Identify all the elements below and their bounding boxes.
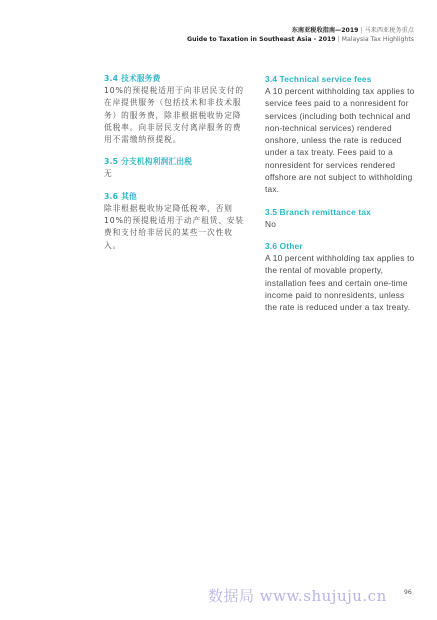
- zh-section-3-4-body: 10%的预提税适用于向非居民支付的在岸提供服务（包括技术和非技术服务）的服务费，除非根据税收协定降低税率。向非居民支付离岸服务的费用不需缴纳预提税。: [104, 86, 245, 145]
- en-section-3-6-heading: 3.6 Other: [265, 240, 303, 251]
- header-zh-title: 东南亚税收指南—2019: [291, 27, 359, 34]
- english-column: [265, 73, 415, 313]
- header-en-title: Guide to Taxation in Southeast Asia - 2019: [187, 36, 336, 43]
- watermark: 数据局 www.shujuju.cn: [208, 587, 387, 605]
- zh-section-3-5-body: 无: [104, 169, 113, 179]
- header-en-subtitle: Malaysia Tax Highlights: [341, 36, 414, 43]
- en-section-3-6-body: A 10 percent withholding tax applies to the rental of movable property, installation fees and certain one-time income paid to nonresidents, unless the rate is reduced under a tax treaty.: [265, 252, 415, 313]
- zh-section-3-4-heading: 3.4 技术服务费: [104, 74, 161, 83]
- header-zh-subtitle: 马来西亚税务重点: [364, 27, 414, 34]
- header-separator: |: [360, 27, 363, 34]
- header-en-line: [187, 35, 414, 44]
- en-section-3-5-body: No: [265, 218, 277, 229]
- en-section-3-5-heading: 3.5 Branch remittance tax: [265, 206, 371, 217]
- page-header: [187, 26, 414, 44]
- header-zh-line: [187, 26, 414, 35]
- zh-section-3-6-body: 除非根据税收协定降低税率，否则10%的预提税适用于动产租赁、安装费和支付给非居民的某些一次性收入。: [104, 203, 245, 250]
- zh-section-3-6-heading: 3.6 其他: [104, 191, 137, 201]
- page-number: 96: [404, 589, 412, 596]
- chinese-column: [104, 73, 249, 252]
- zh-section-3-5-heading: 3.5 分支机构利润汇出税: [104, 157, 193, 167]
- en-section-3-4-heading: 3.4 Technical service fees: [265, 74, 372, 84]
- header-separator: |: [337, 36, 340, 43]
- en-section-3-4-body: A 10 percent withholding tax applies to service fees paid to a nonresident for services (including both technical and non-technical services) rendered onshore, unless the rate is reduced under a tax treaty. Fees paid to a nonresident for services rendered offshore are not subject to withholding tax.: [265, 86, 415, 195]
